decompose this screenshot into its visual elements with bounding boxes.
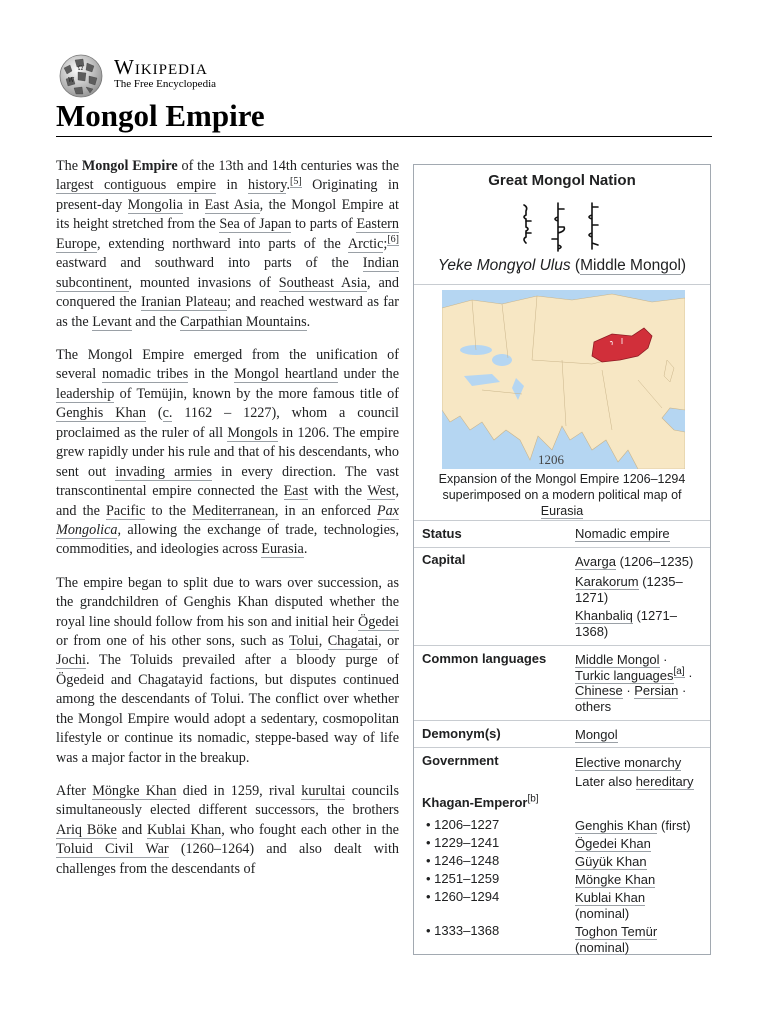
link-ariq-boke[interactable]: Ariq Böke — [56, 821, 117, 838]
link-ruler-name[interactable]: Toghon Temür — [575, 924, 658, 939]
bold-subject: Mongol Empire — [81, 158, 178, 174]
link-mediterranean[interactable]: Mediterranean — [192, 502, 275, 519]
wordmark-title: Wikipedia — [114, 55, 208, 79]
paragraph-origins — [56, 346, 399, 560]
text: in — [182, 196, 205, 213]
text: to parts of — [291, 216, 357, 233]
link-southeast-asia[interactable]: Southeast Asia — [278, 274, 368, 291]
link-sea-of-japan[interactable]: Sea of Japan — [219, 216, 292, 233]
wordmark[interactable] — [114, 56, 216, 91]
link-mongolia[interactable]: Mongolia — [127, 196, 183, 213]
svg-text:W: W — [68, 77, 75, 84]
ruler-years: • 1229–1241 — [426, 835, 500, 850]
ruler-value — [575, 924, 703, 955]
text: in every direction. The vast transcontinental empire connected the — [56, 463, 399, 500]
link-history[interactable]: history — [247, 177, 287, 194]
link-east[interactable]: East — [283, 483, 309, 500]
ruler-value — [575, 818, 703, 834]
link-jochi[interactable]: Jochi — [56, 652, 86, 669]
divider — [414, 720, 710, 721]
text: under the — [337, 366, 399, 383]
text: and the — [131, 313, 181, 330]
link-east-asia[interactable]: East Asia — [204, 196, 260, 213]
government-value-2 — [575, 774, 703, 790]
link-turkic-languages[interactable]: Turkic languages — [575, 667, 674, 683]
native-name: Yeke Mongɣol Ulus (Middle Mongol) — [437, 257, 687, 274]
link-iranian-plateau[interactable]: Iranian Plateau — [140, 294, 228, 311]
link-arctic[interactable]: Arctic — [347, 235, 384, 252]
link-pacific[interactable]: Pacific — [106, 502, 146, 519]
text: of the 13th and 14th centuries was the — [177, 158, 399, 174]
link-elective-monarchy[interactable]: Elective monarchy — [575, 755, 682, 770]
ruler-years: • 1260–1294 — [426, 889, 500, 904]
separator: · — [622, 683, 635, 698]
text: or from one of his other sons, such as — [56, 633, 289, 650]
link-eastern-europe[interactable]: Eastern Europe — [56, 216, 399, 252]
link-ogedei[interactable]: Ögedei — [358, 613, 399, 630]
note-b[interactable]: [b] — [527, 793, 539, 805]
capital-1-years: (1206–1235) — [615, 554, 694, 569]
ruler-years: • 1333–1368 — [426, 923, 500, 938]
link-mongke-khan[interactable]: Möngke Khan — [92, 782, 177, 799]
text: , in an enforced — [274, 502, 377, 519]
link-persian[interactable]: Persian — [634, 683, 679, 698]
link-ruler-name[interactable]: Genghis Khan — [575, 818, 658, 833]
link-carpathian-mountains[interactable]: Carpathian Mountains — [180, 313, 307, 330]
ruler-value — [575, 854, 703, 870]
text: The — [56, 158, 82, 174]
text: The empire began to split due to wars over succession, as the grandchildren of Genghis Khan disputed whether the royal line should follow from his son and initial heir — [56, 574, 399, 630]
government-value-1 — [575, 755, 703, 771]
text: eastward and southward into parts of the — [56, 255, 363, 272]
ruler-note: (nominal) — [575, 905, 630, 921]
link-ruler-name[interactable]: Güyük Khan — [575, 854, 647, 869]
text: in the — [188, 366, 235, 383]
link-tolui[interactable]: Tolui — [288, 633, 319, 650]
article-body — [56, 157, 399, 893]
languages-others: others — [575, 698, 612, 714]
divider — [414, 547, 710, 548]
capital-label: Capital — [422, 552, 466, 567]
link-kublai-khan[interactable]: Kublai Khan — [147, 821, 222, 838]
link-avarga[interactable]: Avarga — [575, 554, 616, 569]
divider — [414, 520, 710, 521]
status-value — [575, 526, 703, 542]
link-karakorum[interactable]: Karakorum — [575, 574, 639, 589]
separator: · — [684, 667, 693, 683]
text: , or — [378, 633, 399, 650]
ruler-value — [575, 836, 703, 852]
government-2-prefix: Later also — [575, 774, 636, 789]
ruler-years: • 1246–1248 — [426, 853, 500, 868]
citation-5[interactable]: [5] — [290, 175, 302, 187]
khagan-label-text: Khagan-Emperor — [422, 795, 528, 810]
text: with the — [308, 483, 368, 500]
capital-3-years: (1271–1368) — [575, 608, 677, 639]
mongolian-script-image — [514, 199, 614, 255]
text: to the — [145, 502, 193, 519]
text: , mounted invasions of — [128, 274, 279, 291]
link-chinese[interactable]: Chinese — [575, 683, 623, 698]
capital-value-1 — [575, 554, 703, 570]
text: died in 1259, rival — [176, 782, 302, 799]
government-label: Government — [422, 753, 499, 768]
link-mongol-heartland[interactable]: Mongol heartland — [234, 366, 338, 383]
link-nomadic-empire[interactable]: Nomadic empire — [575, 526, 670, 541]
text: , allowing the exchange of trade, technologies, commodities, and ideologies across — [56, 521, 399, 558]
link-nomadic-tribes[interactable]: nomadic tribes — [102, 366, 189, 383]
divider — [414, 645, 710, 646]
paragraph-civil-war — [56, 782, 399, 879]
pax-mongolica-text: Pax Mongolica — [56, 502, 399, 538]
text: . — [306, 313, 311, 330]
capital-value-2 — [575, 574, 703, 605]
ruler-value — [575, 872, 703, 888]
paragraph-split — [56, 574, 399, 769]
text: The Mongol Empire emerged from the unification of several — [56, 346, 399, 383]
text: ( — [145, 405, 163, 422]
text: , who fought each other in the — [221, 821, 399, 838]
link-circa[interactable]: c. — [162, 405, 173, 422]
text: , extending northward into parts of the — [96, 235, 348, 252]
text: , and conquered the — [56, 274, 399, 311]
text: Originating in present-day — [56, 177, 399, 213]
native-name-text: Yeke Mongɣol Ulus — [437, 257, 571, 274]
text: , and the — [56, 483, 399, 519]
text: of Temüjin, known by the more famous title of — [114, 385, 399, 402]
wikipedia-globe-logo[interactable] — [56, 54, 106, 98]
infobox — [413, 164, 711, 955]
empire-map[interactable] — [442, 290, 685, 469]
text: . The Toluids prevailed after a bloody purge of Ögedeid and Chagatayid factions, but disputes continued among the descendants of Tolui. The conflict over whether the Mongol Empire would adopt a sedentary, cosmopolitan lifestyle or continue its nomadic, steppe-based way of life was a major factor in the breakup. — [56, 652, 399, 766]
paragraph-intro: The Mongol Empire of the 13th and 14th centuries was the largest contiguous empire in history.[5] Originating in present-day Mongolia in East Asia, the Mongol Empire at its height stretched from the Sea of Japan to parts of Eastern Europe, extending northward into parts of the Arctic;[6] eastward and southward into parts of the Indian subcontinent, mounted invasions of Southeast Asia, and conquered the Iranian Plateau; and reached westward as far as the Levant and the Carpathian Mountains. — [56, 158, 399, 330]
text: councils simultaneously elected different successors, the brothers — [56, 782, 399, 819]
page-title: Mongol Empire — [56, 96, 712, 137]
link-ruler-name[interactable]: Ögedei Khan — [575, 836, 651, 851]
link-mongol-demonym[interactable]: Mongol — [575, 727, 618, 742]
ruler-note: (nominal) — [575, 939, 630, 955]
link-eurasia[interactable]: Eurasia — [261, 541, 304, 558]
link-invading-armies[interactable]: invading armies — [115, 463, 212, 480]
link-indian-subcontinent[interactable]: Indian subcontinent — [56, 255, 399, 291]
map-year-label: 1206 — [538, 452, 564, 467]
demonym-label: Demonym(s) — [422, 726, 501, 741]
khagan-label — [422, 795, 539, 810]
map-caption — [420, 471, 704, 519]
divider — [414, 284, 710, 285]
capital-2-years: (1235–1271) — [575, 574, 683, 605]
citation-6[interactable]: [6] — [387, 234, 399, 246]
link-largest-contiguous-empire[interactable]: largest contiguous empire — [56, 177, 217, 194]
languages-label: Common languages — [422, 651, 547, 666]
ruler-value — [575, 890, 703, 921]
text: and — [116, 821, 148, 838]
link-khanbaliq[interactable]: Khanbaliq — [575, 608, 633, 623]
text: ; and reached westward as far as the — [56, 294, 399, 330]
note-a[interactable]: [a] — [673, 666, 685, 678]
link-middle-mongol[interactable]: Middle Mongol — [575, 652, 660, 667]
ruler-years: • 1206–1227 — [426, 817, 500, 832]
capital-value-3 — [575, 608, 703, 639]
text: (1260–1264) and also dealt with challenges from the descendants of — [56, 841, 399, 877]
link-leadership[interactable]: leadership — [56, 385, 115, 402]
languages-value — [575, 652, 703, 714]
ruler-note: (first) — [657, 818, 691, 833]
status-label: Status — [422, 526, 462, 541]
separator: · — [659, 652, 668, 667]
link-mongols[interactable]: Mongols — [227, 424, 278, 441]
caption-text: Expansion of the Mongol Empire 1206–1294 superimposed on a modern political map of — [438, 472, 686, 502]
link-chagatai[interactable]: Chagatai — [327, 633, 379, 650]
link-west[interactable]: West — [367, 483, 396, 500]
text: . — [303, 541, 308, 558]
text: in 1206. The empire grew rapidly under his rule and that of his descendants, who sent out — [56, 424, 400, 480]
link-kurultai[interactable]: kurultai — [301, 782, 346, 799]
link-toluid-civil-war[interactable]: Toluid Civil War — [56, 841, 169, 858]
text: 1162 – 1227), whom a council proclaimed as the ruler of all — [56, 405, 399, 441]
link-ruler-name[interactable]: Kublai Khan — [575, 890, 646, 905]
infobox-title: Great Mongol Nation — [488, 172, 636, 189]
ruler-years: • 1251–1259 — [426, 871, 500, 886]
separator: · — [678, 683, 687, 698]
link-eurasia-caption[interactable]: Eurasia — [540, 504, 584, 518]
svg-text:Ω: Ω — [78, 65, 83, 72]
link-genghis-khan[interactable]: Genghis Khan — [56, 405, 146, 422]
text: , the Mongol Empire at its height stretched from the — [56, 196, 399, 233]
text: in — [216, 177, 248, 194]
text: , — [318, 633, 328, 650]
link-levant[interactable]: Levant — [92, 313, 132, 330]
text: After — [56, 782, 93, 799]
demonym-value — [575, 727, 703, 743]
link-ruler-name[interactable]: Möngke Khan — [575, 872, 656, 887]
link-middle-mongol-native[interactable]: Middle Mongol — [580, 257, 681, 274]
divider — [414, 747, 710, 748]
wordmark-tagline: The Free Encyclopedia — [114, 78, 217, 90]
link-hereditary[interactable]: hereditary — [635, 774, 694, 789]
